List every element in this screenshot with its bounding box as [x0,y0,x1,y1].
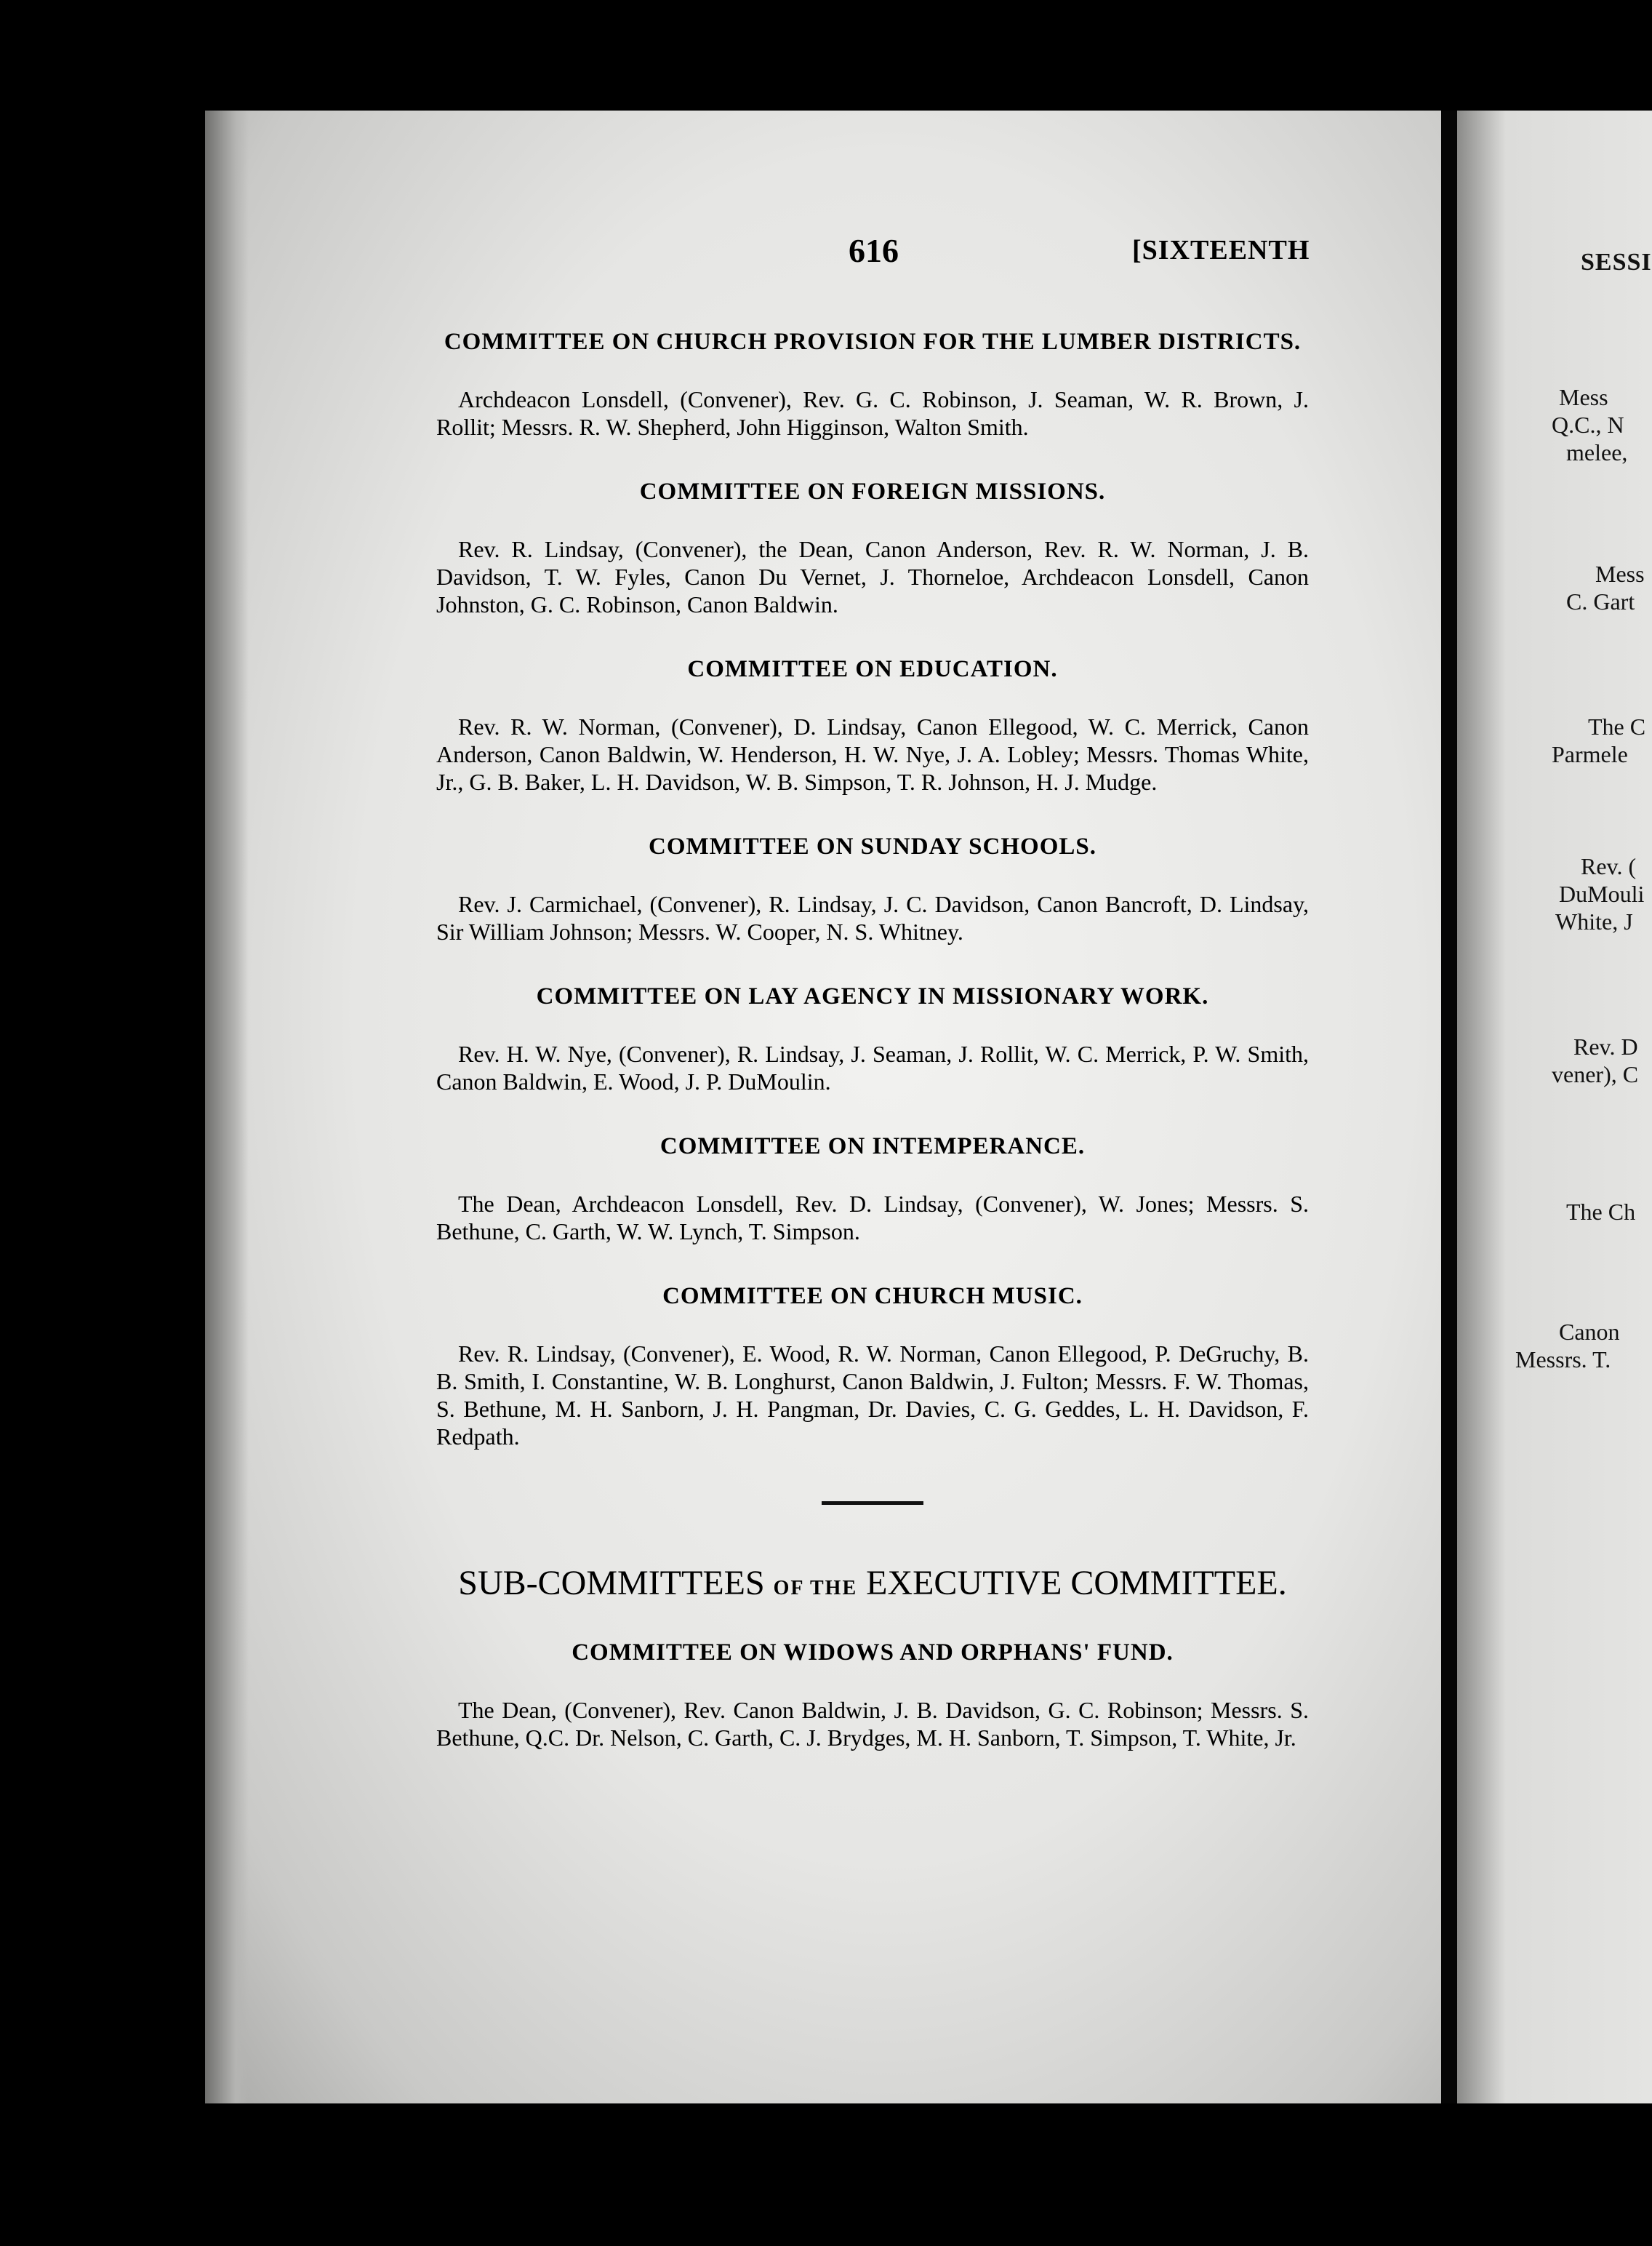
running-head: [SIXTEENTH [1132,235,1310,265]
committee-section [436,1132,1309,1245]
committee-section [436,655,1309,796]
right-fragment-line: DuMouli [1559,881,1645,907]
right-fragment-line: melee, [1566,439,1628,465]
right-fragment-line: Canon [1559,1319,1620,1345]
sub-committees-title-part1: SUB-COMMITTEES [458,1564,765,1602]
page-number: 616 [849,232,899,269]
committee-heading: COMMITTEE ON CHURCH MUSIC. [662,1283,1083,1309]
committee-members: Archdeacon Lonsdell, (Convener), Rev. G. C. Robinson, J. Seaman, W. R. Brown, J. Rollit; Messrs. R. W. Shepherd, John Higginson, Walton Smith. [436,386,1309,440]
sub-committees-title-part2: EXECUTIVE COMMITTEE. [866,1564,1287,1602]
committee-section [436,327,1309,441]
committee-heading: COMMITTEE ON CHURCH PROVISION FOR THE LUMBER DISTRICTS. [444,329,1302,355]
right-fragment-line: Mess [1559,384,1608,410]
right-fragment-line: The Ch [1566,1199,1636,1225]
right-fragment-line: vener), C [1552,1061,1639,1087]
committee-heading: COMMITTEE ON INTEMPERANCE. [659,1133,1086,1159]
committee-members: Rev. R. Lindsay, (Convener), E. Wood, R. W. Norman, Canon Ellegood, P. DeGruchy, B. B. Smith, I. Constantine, W. B. Longhurst, Canon Baldwin, J. Fulton; Messrs. F. W. Thomas, S. Bethune, M. H. Sanborn, J. H. Pangman, Dr. Davies, C. G. Geddes, L. H. Davidson, F. Redpath. [436,1340,1309,1450]
committee-members: Rev. R. W. Norman, (Convener), D. Lindsay, Canon Ellegood, W. C. Merrick, Canon Anderson, Canon Baldwin, W. Henderson, H. W. Nye, J. A. Lobley; Messrs. Thomas White, Jr., G. B. Baker, L. H. Davidson, W. B. Simpson, T. R. Johnson, H. J. Mudge. [436,714,1309,795]
page-header [205,231,1441,275]
committee-members: The Dean, (Convener), Rev. Canon Baldwin, J. B. Davidson, G. C. Robinson; Messrs. S. Bethune, Q.C. Dr. Nelson, C. Garth, C. J. Brydges, M. H. Sanborn, T. Simpson, T. White, Jr. [436,1697,1309,1751]
right-page [1457,111,1652,2103]
sub-committees-title [436,1563,1309,1609]
right-fragment-line: C. Gart [1566,588,1635,615]
committee-heading: COMMITTEE ON FOREIGN MISSIONS. [639,479,1106,505]
committee-heading: COMMITTEE ON EDUCATION. [687,656,1058,682]
sub-committees-title-of: OF THE [773,1577,858,1599]
committee-members: Rev. H. W. Nye, (Convener), R. Lindsay, J. Seaman, J. Rollit, W. C. Merrick, P. W. Smith, Canon Baldwin, E. Wood, J. P. DuMoulin. [436,1041,1309,1095]
committee-members: Rev. R. Lindsay, (Convener), the Dean, Canon Anderson, Rev. R. W. Norman, J. B. Davidson, T. W. Fyles, Canon Du Vernet, J. Thorneloe, Archdeacon Lonsdell, Canon Johnston, G. C. Robinson, Canon Baldwin. [436,536,1309,618]
right-fragment-line: Messrs. T. [1515,1346,1611,1372]
committee-heading: COMMITTEE ON WIDOWS AND ORPHANS' FUND. [572,1639,1174,1666]
page-content [436,327,1309,1788]
committee-members: The Dean, Archdeacon Lonsdell, Rev. D. Lindsay, (Convener), W. Jones; Messrs. S. Bethune, C. Garth, W. W. Lynch, T. Simpson. [436,1191,1309,1244]
right-fragment-line: The C [1588,714,1646,740]
book-gutter [1441,111,1457,2103]
right-fragment-line: Rev. D [1573,1034,1638,1060]
right-fragment-line: Mess [1595,561,1645,587]
right-running-head: SESSI [1581,249,1652,276]
right-fragment-line: Parmele [1552,741,1628,767]
committee-section [436,477,1309,618]
committee-section [436,1638,1309,1751]
committee-section [436,832,1309,946]
committee-section [436,1282,1309,1450]
right-fragment-line: Q.C., N [1552,412,1624,438]
committee-heading: COMMITTEE ON SUNDAY SCHOOLS. [649,834,1096,860]
section-divider [822,1501,923,1505]
committee-section [436,982,1309,1095]
right-fragment-line: White, J [1555,908,1633,935]
committee-members: Rev. J. Carmichael, (Convener), R. Lindsay, J. C. Davidson, Canon Bancroft, D. Lindsay, Sir William Johnson; Messrs. W. Cooper, N. S. Whitney. [436,891,1309,945]
right-fragment-line: Rev. ( [1581,853,1637,879]
committee-heading: COMMITTEE ON LAY AGENCY IN MISSIONARY WORK. [536,983,1209,1010]
